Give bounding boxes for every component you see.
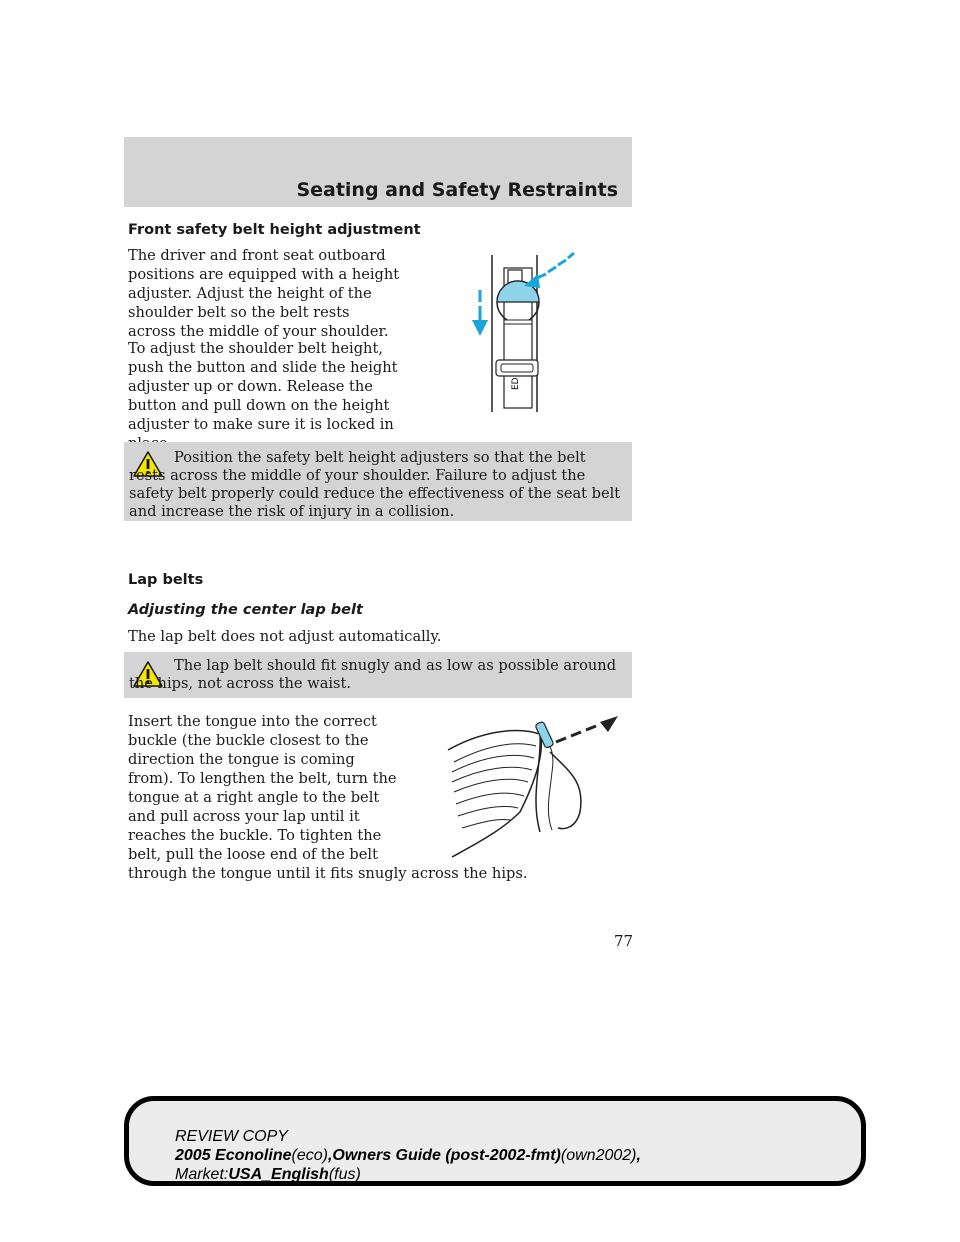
warning-text: The lap belt should fit snugly and as low as possible around the hips, not across the waist.: [129, 657, 617, 692]
review-copy-footer: [124, 1096, 866, 1186]
heading-height-adjustment: Front safety belt height adjustment: [128, 222, 421, 238]
footer-guide: Owners Guide (post-2002-fmt): [332, 1147, 561, 1164]
footer-model: 2005 Econoline: [175, 1147, 292, 1164]
warning-text: Position the safety belt height adjusters so that the belt rests across the middle of your shoulder. Failure to adjust the safety belt properly could reduce the effectiveness of the seat belt and increase the risk of injury in a collision.: [129, 449, 621, 520]
paragraph-height-adjuster-steps: To adjust the shoulder belt height, push the button and slide the height adjuster up or down. Release the button and pull down on the height adjuster to make sure it is locked in: [128, 340, 398, 433]
review-copy-text: REVIEW COPY 2005 Econoline(eco),Owners Guide (post-2002-fmt)(own2002), Market:USA_English(fus): [175, 1128, 641, 1183]
svg-text:ED: ED: [511, 377, 521, 390]
page-number: 77: [614, 932, 634, 950]
paragraph-lap-belt-note: The lap belt does not adjust automatically.: [128, 628, 442, 645]
lap-belt-illustration: [440, 712, 625, 862]
subheading-center-lap-belt: Adjusting the center lap belt: [128, 602, 363, 618]
section-title: Seating and Safety Restraints: [296, 179, 618, 201]
review-label: REVIEW COPY: [175, 1128, 288, 1145]
section-header: [124, 137, 632, 207]
warning-box-height-adjusters: [124, 442, 632, 521]
warning-box-lap-belt: [124, 652, 632, 698]
heading-lap-belts: Lap belts: [128, 572, 204, 588]
paragraph-height-adjuster-intro: The driver and front seat outboard positions are equipped with a height adjuster. Adjust the height of the shoulder belt so the belt rests across the middle of your shoulder.: [128, 247, 400, 340]
footer-market: USA_English: [228, 1166, 329, 1183]
paragraph-lap-belt-steps: Insert the tongue into the correct buckle (the buckle closest to the direction the tongue is coming from). To lengthen the belt, turn the tongue at a right angle to the belt and pull across your lap until it reaches the buckle. To tighten the belt, pull the loose end of the belt through the tongue until it fits snugly across the hips.: [128, 713, 528, 882]
height-adjuster-illustration: [460, 240, 580, 415]
